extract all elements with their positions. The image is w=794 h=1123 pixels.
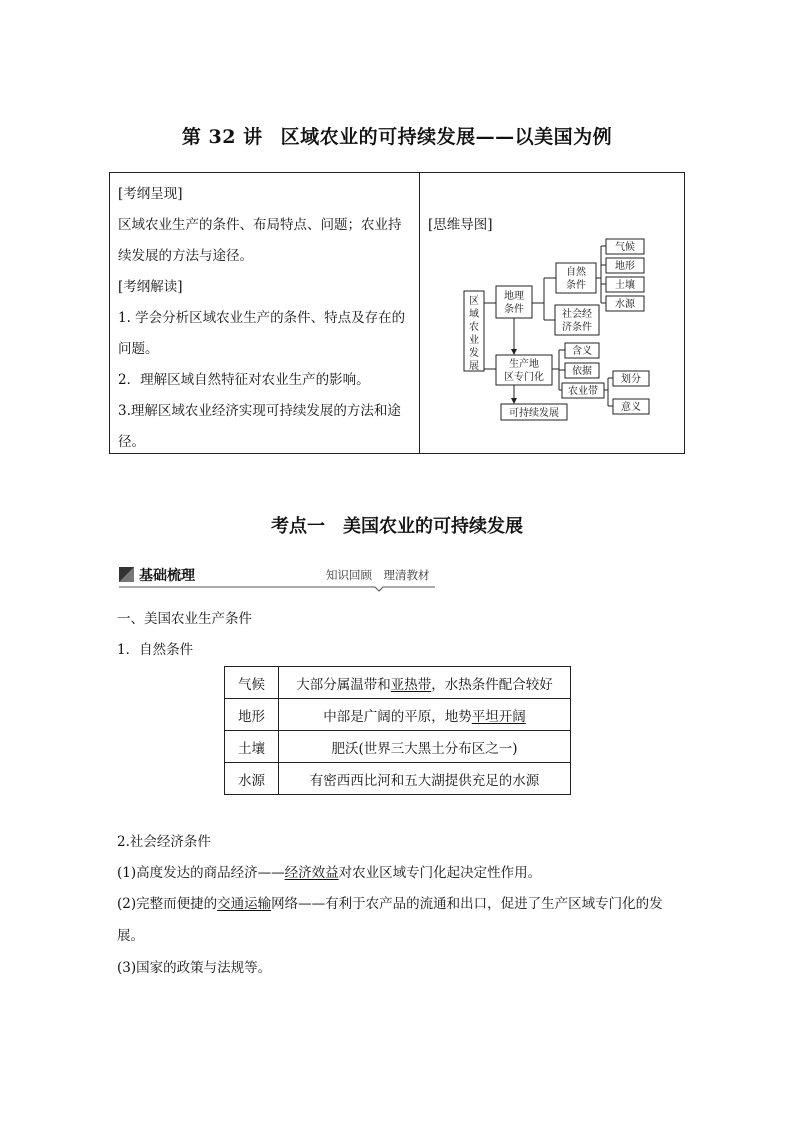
point-underlined: 交通运输 <box>217 896 272 912</box>
mindmap-root-char: 业 <box>469 335 479 346</box>
heading-production-conditions: 一、美国农业生产条件 <box>117 611 252 627</box>
table-key: 土壤 <box>225 731 279 763</box>
mindmap-geo: 地理 <box>504 291 524 302</box>
page-title <box>0 122 794 149</box>
mindmap-social: 济条件 <box>562 322 592 333</box>
interpretation-item: 径。 <box>118 434 145 450</box>
point-text: 对农业区域专门化起决定性作用。 <box>338 865 542 881</box>
interpretation-heading: [考纲解读] <box>118 279 183 295</box>
interpretation-item: 1. 学会分析区域农业生产的条件、特点及存在的 <box>118 310 406 326</box>
mindmap-belt: 农业带 <box>568 386 598 397</box>
value-text: 大部分属温带和 <box>296 676 391 693</box>
heading-natural-conditions: 1．自然条件 <box>117 642 194 658</box>
social-point-1 <box>117 857 691 889</box>
value-text: 中部是广阔的平原，地势 <box>323 708 472 725</box>
section-title <box>0 512 794 538</box>
heading-social-conditions: 2.社会经济条件 <box>117 834 211 850</box>
natural-conditions-table <box>224 666 571 795</box>
section-number: 考点一 <box>271 516 325 537</box>
table-value: 有密西西比河和五大湖提供充足的水源 <box>279 763 571 795</box>
mindmap-water: 水源 <box>615 299 635 310</box>
mindmap-root-char: 发 <box>469 348 479 359</box>
lecture-number: 第 32 讲 <box>181 126 263 148</box>
mindmap-diagram <box>420 173 684 453</box>
mindmap-natural: 自然 <box>566 267 586 278</box>
table-key: 地形 <box>225 699 279 731</box>
table-value: 肥沃(世界三大黑土分布区之一) <box>279 731 571 763</box>
basics-subtitle: 知识回顾 理清教材 <box>326 568 430 582</box>
mindmap-root-char: 展 <box>469 361 479 372</box>
mindmap-label: [思维导图] <box>428 217 493 233</box>
table-value <box>279 699 571 731</box>
interpretation-item: 3.理解区域农业经济实现可持续发展的方法和途 <box>118 403 401 419</box>
point-text: (2)完整而便捷的 <box>117 896 218 912</box>
value-underlined: 平坦开阔 <box>471 708 526 725</box>
value-underlined: 亚热带 <box>390 676 432 693</box>
table-row <box>225 667 571 699</box>
syllabus-line: 续发展的方法与途径。 <box>118 248 253 264</box>
mindmap-special: 生产地 <box>509 359 539 370</box>
social-point-3: (3)国家的政策与法规等。 <box>117 960 272 976</box>
basics-title: 基础梳理 <box>139 568 195 584</box>
mindmap-basis: 依据 <box>572 366 592 377</box>
lecture-title: 区域农业的可持续发展——以美国为例 <box>280 126 613 148</box>
mindmap-column <box>420 173 684 453</box>
mindmap-sustain: 可持续发展 <box>509 408 559 419</box>
interpretation-item: 问题。 <box>118 341 159 357</box>
mindmap-terrain: 地形 <box>615 261 635 272</box>
mindmap-root-char: 域 <box>469 309 479 320</box>
basics-underline <box>119 564 435 592</box>
mindmap-climate: 气候 <box>615 242 635 253</box>
mindmap-soil: 土壤 <box>615 280 635 291</box>
value-text: ，水热条件配合较好 <box>431 676 553 693</box>
mindmap-special: 区专门化 <box>504 372 544 383</box>
mindmap-root-char: 农 <box>469 322 479 333</box>
mindmap-natural: 条件 <box>566 280 586 291</box>
syllabus-line: 区域农业生产的条件、布局特点、问题；农业持 <box>118 217 402 233</box>
mindmap-meaning: 含义 <box>572 346 592 357</box>
syllabus-heading: [考纲呈现] <box>118 186 183 202</box>
outline-box <box>109 172 685 454</box>
mindmap-root-char: 区 <box>469 296 479 307</box>
basics-header <box>119 564 435 590</box>
table-key: 水源 <box>225 763 279 795</box>
syllabus-column <box>110 173 420 453</box>
point-text: 网络——有利于农产品的流通和出口，促进了生产区域专门化的发 <box>271 896 663 912</box>
table-key: 气候 <box>225 667 279 699</box>
interpretation-item: 2．理解区域自然特征对农业生产的影响。 <box>118 372 370 388</box>
table-value <box>279 667 571 699</box>
mindmap-social: 社会经 <box>562 309 592 320</box>
mindmap-geo: 条件 <box>504 304 524 315</box>
point-text: (1)高度发达的商品经济—— <box>117 865 285 881</box>
social-point-2 <box>117 888 691 920</box>
social-point-2-continued: 展。 <box>117 928 144 944</box>
point-underlined: 经济效益 <box>284 865 339 881</box>
table-row <box>225 699 571 731</box>
mindmap-significance: 意义 <box>621 402 641 413</box>
mindmap-division: 划分 <box>621 374 641 385</box>
section-name: 美国农业的可持续发展 <box>343 516 523 537</box>
table-row <box>225 763 571 795</box>
table-row <box>225 731 571 763</box>
